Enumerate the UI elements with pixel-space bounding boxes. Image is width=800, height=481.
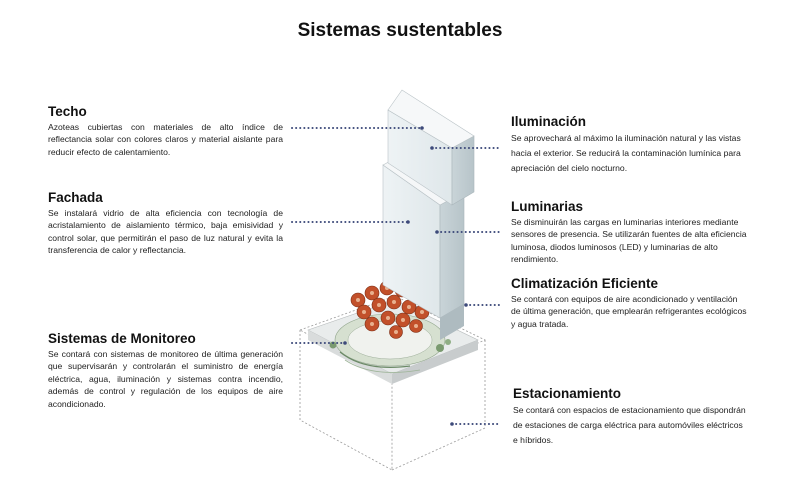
section-monitoreo-heading: Sistemas de Monitoreo — [48, 331, 196, 346]
section-luminarias-heading: Luminarias — [511, 199, 584, 214]
section-luminarias-body: Se disminuirán las cargas en luminarias interiores mediante sensores de presencia. Se utilizarán fuentes de alta eficiencia luminosa, diodos luminosos (LED) y luminarias de alto rendimiento. — [511, 217, 747, 265]
section-estacionamiento-heading: Estacionamiento — [513, 386, 622, 401]
section-techo-body: Azoteas cubiertas con materiales de alto índice de reflectancia solar con colores claros y material aislante para reducir efecto de calentamiento. — [48, 122, 283, 157]
page-title: Sistemas sustentables — [297, 20, 503, 41]
section-fachada-heading: Fachada — [48, 190, 103, 205]
section-iluminacion-body: Se aprovechará al máximo la iluminación natural y las vistas hacia el exterior. Se reducirá la contaminación lumínica para apreciación del cielo nocturno. — [511, 133, 741, 173]
section-techo-heading: Techo — [48, 104, 87, 119]
section-climatizacion-heading: Climatización Eficiente — [511, 276, 659, 291]
section-fachada-body: Se instalará vidrio de alta eficiencia con tecnología de acristalamiento de aislamiento térmico, baja emisividad y control solar, que permitirán el paso de luz natural y evita la transferencia de calor y reflectancia. — [48, 208, 283, 256]
section-climatizacion-body: Se contará con equipos de aire acondicionado y ventilación de última generación, que emplearán refrigerantes ecológicos y agua tratada. — [511, 294, 747, 329]
section-monitoreo-body: Se contará con sistemas de monitoreo de última generación que supervisarán y controlarán el suministro de energía eléctrica, agua, iluminación y sistemas contra incendio, además de control y regulación de los equipos de aire acondicionado. — [48, 349, 283, 409]
section-iluminacion-heading: Iluminación — [511, 114, 587, 129]
section-estacionamiento-body: Se contará con espacios de estacionamiento que dispondrán de estaciones de carga eléctrica para automóviles eléctricos e híbridos. — [513, 405, 746, 445]
